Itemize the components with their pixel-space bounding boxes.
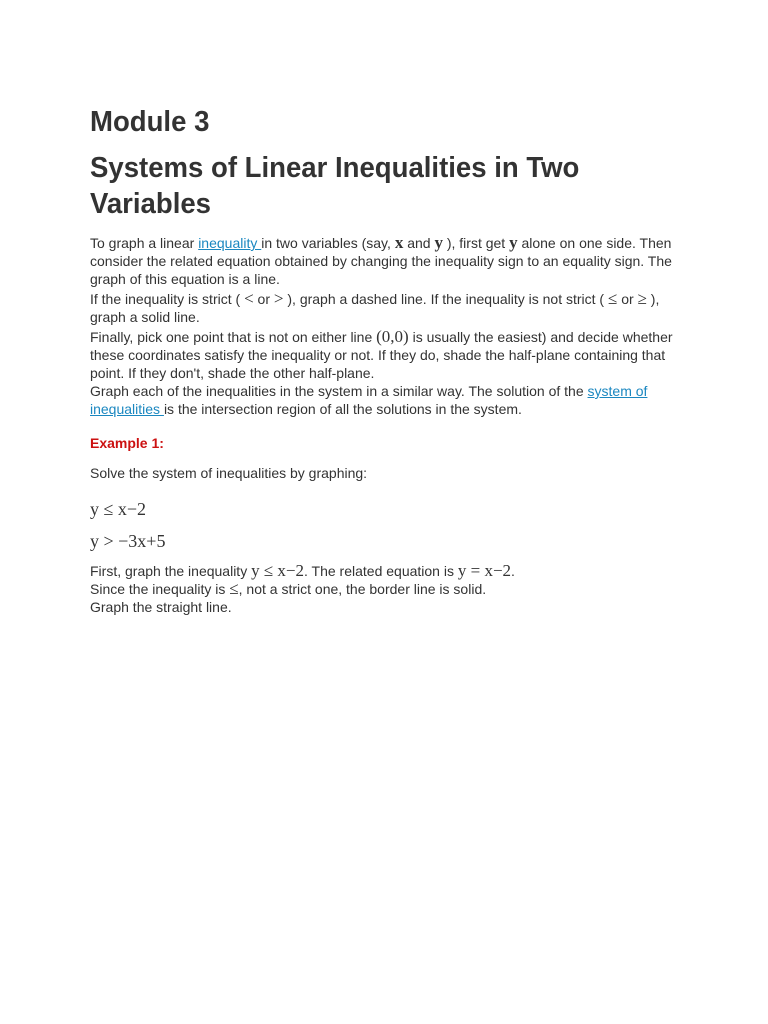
math-point: (0,0) [376,327,409,346]
paragraph-system: Graph each of the inequalities in the system in a similar way. The solution of the system of inequalities is the intersection region of all the solutions in the system. [90,383,648,417]
inequality-link[interactable]: inequality [198,235,262,251]
math-less-equal: ≤ [608,289,618,308]
math-inequality: y ≤ x−2 [251,561,305,580]
math-greater-than: > [273,289,284,308]
math-y: y [509,233,518,252]
math-x: x [394,233,404,252]
example-label: Example 1: [90,435,164,451]
math-less-equal: ≤ [229,579,239,598]
paragraph-intro: To graph a linear inequality in two variables (say, x and y ), first get y alone on one side. Then consider the related equation obtained by changing the inequality sign to an equality sign. The graph of this equation is a line. [90,233,672,287]
paragraph-solid-line: Since the inequality is ≤, not a strict one, the border line is solid. [90,579,487,598]
paragraph-strict: If the inequality is strict ( < or > ), graph a dashed line. If the inequality is not strict ( ≤ or ≥ ), graph a solid line. [90,289,660,325]
module-heading: Module 3 [90,106,210,138]
equation-1: y ≤ x−2 [90,499,147,519]
paragraph-test-point: Finally, pick one point that is not on either line (0,0) is usually the easiest) and decide whether these coordinates satisfy the inequality or not. If they do, shade the half-plane containing that point. If they don't, shade the other half-plane. [90,327,673,381]
math-equation: y = x−2 [457,561,512,580]
page-title: Systems of Linear Inequalities in Two Variables [90,152,580,220]
article-content [90,104,690,616]
paragraph-graph-line: Graph the straight line. [90,599,232,615]
math-greater-equal: ≥ [637,289,647,308]
math-less-than: < [244,289,254,308]
paragraph-first-graph: First, graph the inequality y ≤ x−2. The related equation is y = x−2. [90,561,515,580]
math-y: y [434,233,443,252]
system-of-inequalities-link[interactable]: system of inequalities [90,383,648,417]
solve-instruction: Solve the system of inequalities by graphing: [90,465,368,481]
equation-2: y > −3x+5 [90,531,166,551]
